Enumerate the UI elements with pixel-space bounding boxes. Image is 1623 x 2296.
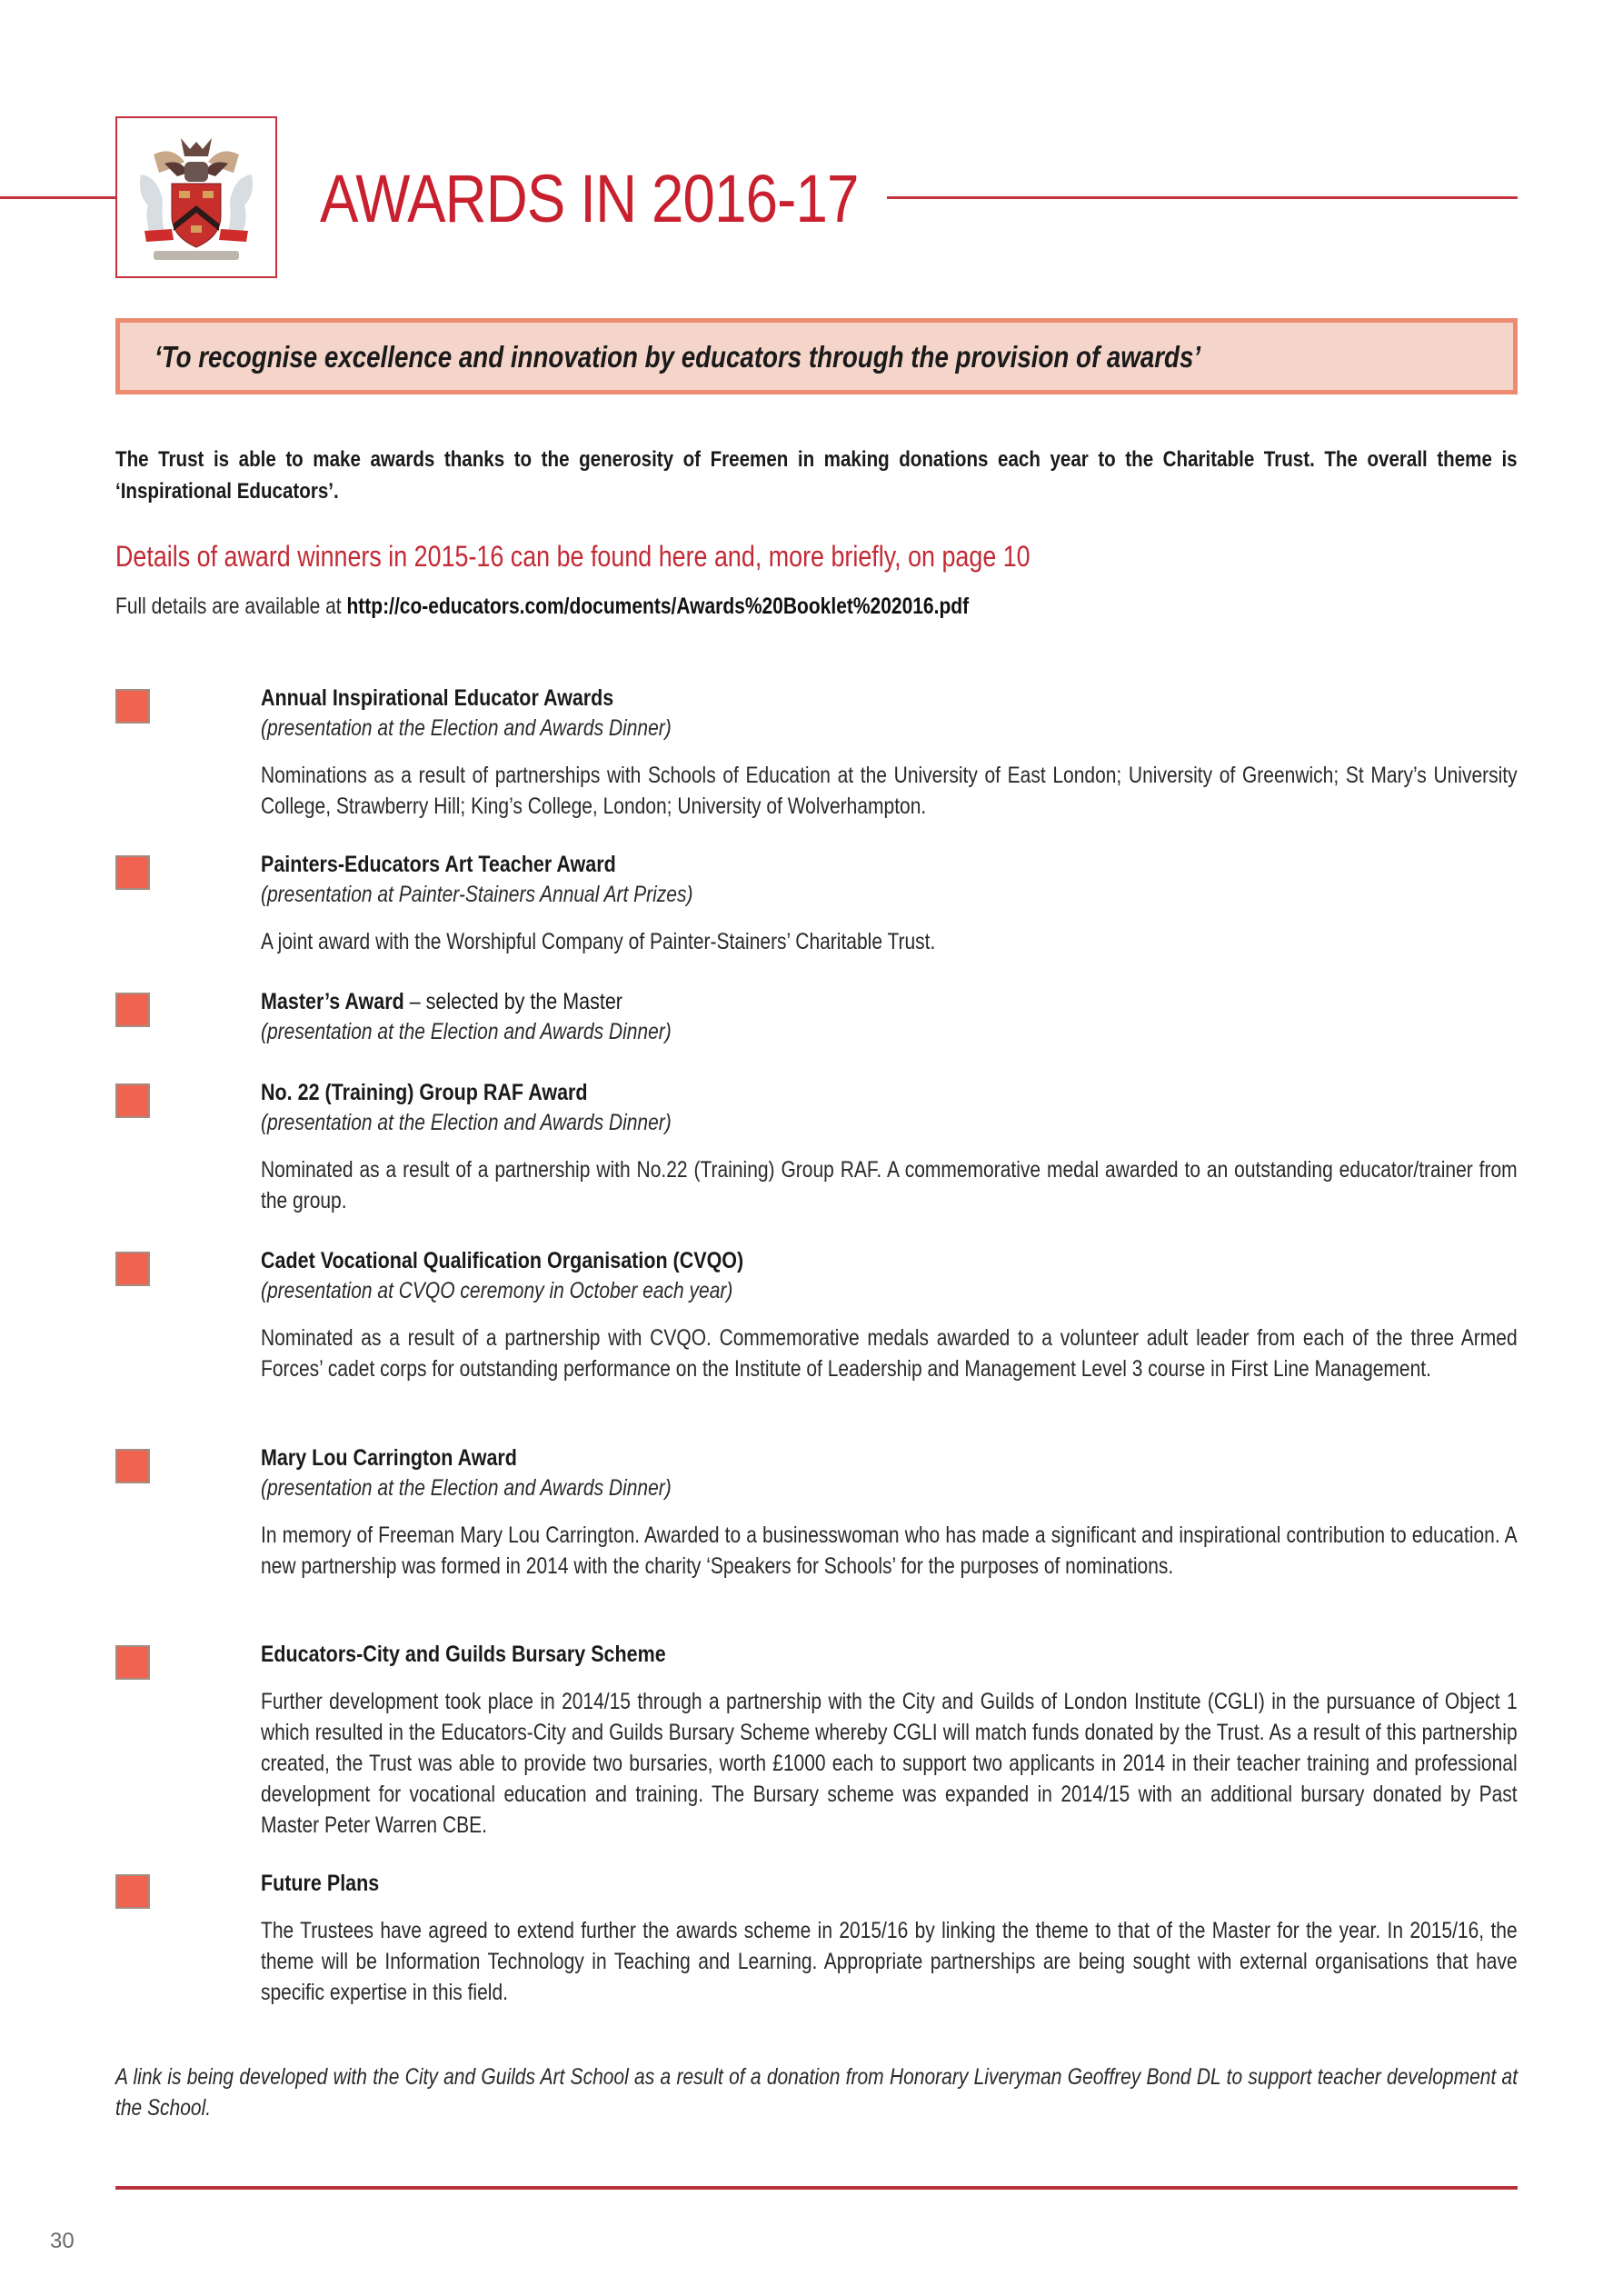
award-title: Master’s Award – selected by the Master — [261, 989, 622, 1014]
award-subtitle: (presentation at the Election and Awards Dinner) — [261, 1019, 672, 1044]
award-subtitle: (presentation at Painter-Stainers Annual Art Prizes) — [261, 882, 693, 907]
award-subtitle: (presentation at the Election and Awards Dinner) — [261, 1110, 672, 1135]
header-rule-left — [0, 196, 116, 199]
intro-paragraph — [115, 444, 1518, 507]
award-subtitle: (presentation at the Election and Awards Dinner) — [261, 715, 672, 741]
award-description: Nominated as a result of a partnership with No.22 (Training) Group RAF. A commemorative medal awarded to an outstanding educator/trainer from the group. — [261, 1157, 1518, 1213]
award-item — [115, 987, 1518, 1078]
award-item — [115, 684, 1518, 850]
closing-note — [115, 2061, 1518, 2123]
award-description: In memory of Freeman Mary Lou Carrington. Awarded to a businesswoman who has made a significant and inspirational contribution to education. A new partnership was formed in 2014 with the charity ‘Speakers for Schools’ for the purposes of nominations. — [261, 1522, 1518, 1579]
bullet-square-icon — [115, 1252, 150, 1286]
bullet-square-icon — [115, 1874, 150, 1909]
award-item — [115, 850, 1518, 987]
award-title: Annual Inspirational Educator Awards — [261, 685, 614, 711]
award-item — [115, 1246, 1518, 1443]
award-title: Cadet Vocational Qualification Organisation (CVQO) — [261, 1248, 744, 1273]
award-description: Nominated as a result of a partnership with CVQO. Commemorative medals awarded to a volunteer adult leader from each of the three Armed Forces’ cadet corps for outstanding performance on the Institute of Leadership and Management Level 3 course in First Line Management. — [261, 1325, 1518, 1382]
footer-rule — [115, 2186, 1518, 2190]
award-title: No. 22 (Training) Group RAF Award — [261, 1080, 588, 1105]
awards-list — [115, 684, 1518, 2005]
header-rule-right — [887, 196, 1518, 199]
bullet-square-icon — [115, 1645, 150, 1680]
coat-of-arms-icon — [117, 118, 275, 276]
bullet-square-icon — [115, 1449, 150, 1483]
award-title: Painters-Educators Art Teacher Award — [261, 852, 616, 877]
awards-booklet-link[interactable]: http://co-educators.com/documents/Awards%20Booklet%202016.pdf — [346, 594, 970, 619]
award-subtitle: (presentation at CVQO ceremony in October each year) — [261, 1278, 733, 1303]
mission-quote-box — [115, 318, 1518, 394]
award-title: Future Plans — [261, 1871, 380, 1896]
bullet-square-icon — [115, 993, 150, 1027]
award-description: A joint award with the Worshipful Company of Painter-Stainers’ Charitable Trust. — [261, 929, 936, 954]
award-item — [115, 1078, 1518, 1246]
award-description: The Trustees have agreed to extend further the awards scheme in 2015/16 by linking the theme to that of the Master for the year. In 2015/16, the theme will be Information Technology in Teaching and Learning. Appropriate partnerships are being sought with external organisations that have specific expertise in this field. — [261, 1918, 1518, 2005]
closing-note-text: A link is being developed with the City and Guilds Art School as a result of a donation from Honorary Liveryman Geoffrey Bond DL to support teacher development at the School. — [115, 2064, 1518, 2121]
bullet-square-icon — [115, 1083, 150, 1118]
bullet-square-icon — [115, 855, 150, 890]
coat-of-arms-logo — [115, 116, 277, 278]
award-description: Further development took place in 2014/15 through a partnership with the City and Guilds of London Institute (CGLI) in the pursuance of Object 1 which resulted in the Educators-City and Guilds Bursary Scheme whereby CGLI will match funds donated by the Trust. As a result of this partnership created, the Trust was able to provide two bursaries, worth £1000 each to support two applicants in 2014 in their teacher training and professional development for vocational education and training. The Bursary scheme was expanded in 2014/15 with an additional bursary donated by Past Master Peter Warren CBE. — [261, 1689, 1518, 1838]
award-description: Nominations as a result of partnerships with Schools of Education at the University of East London; University of Greenwich; St Mary’s University College, Strawberry Hill; King’s College, London; University of Wolverhampton. — [261, 763, 1518, 819]
award-item — [115, 1443, 1518, 1640]
details-heading: Details of award winners in 2015-16 can be found here and, more briefly, on page 10 — [115, 540, 1031, 573]
mission-quote: ‘To recognise excellence and innovation by educators through the provision of awards’ — [154, 340, 1201, 374]
award-item — [115, 1869, 1518, 2005]
full-details-label: Full details are available at — [115, 594, 347, 619]
page-title: AWARDS IN 2016-17 — [320, 161, 859, 236]
bullet-square-icon — [115, 689, 150, 724]
award-title: Educators-City and Guilds Bursary Scheme — [261, 1642, 666, 1667]
full-details-line — [115, 591, 969, 622]
intro-text: The Trust is able to make awards thanks to the generosity of Freemen in making donations each year to the Charitable Trust. The overall theme is ‘Inspirational Educators’. — [115, 447, 1518, 504]
award-subtitle: (presentation at the Election and Awards Dinner) — [261, 1475, 672, 1501]
award-title: Mary Lou Carrington Award — [261, 1445, 517, 1471]
award-item — [115, 1640, 1518, 1869]
page-number: 30 — [50, 2229, 75, 2253]
